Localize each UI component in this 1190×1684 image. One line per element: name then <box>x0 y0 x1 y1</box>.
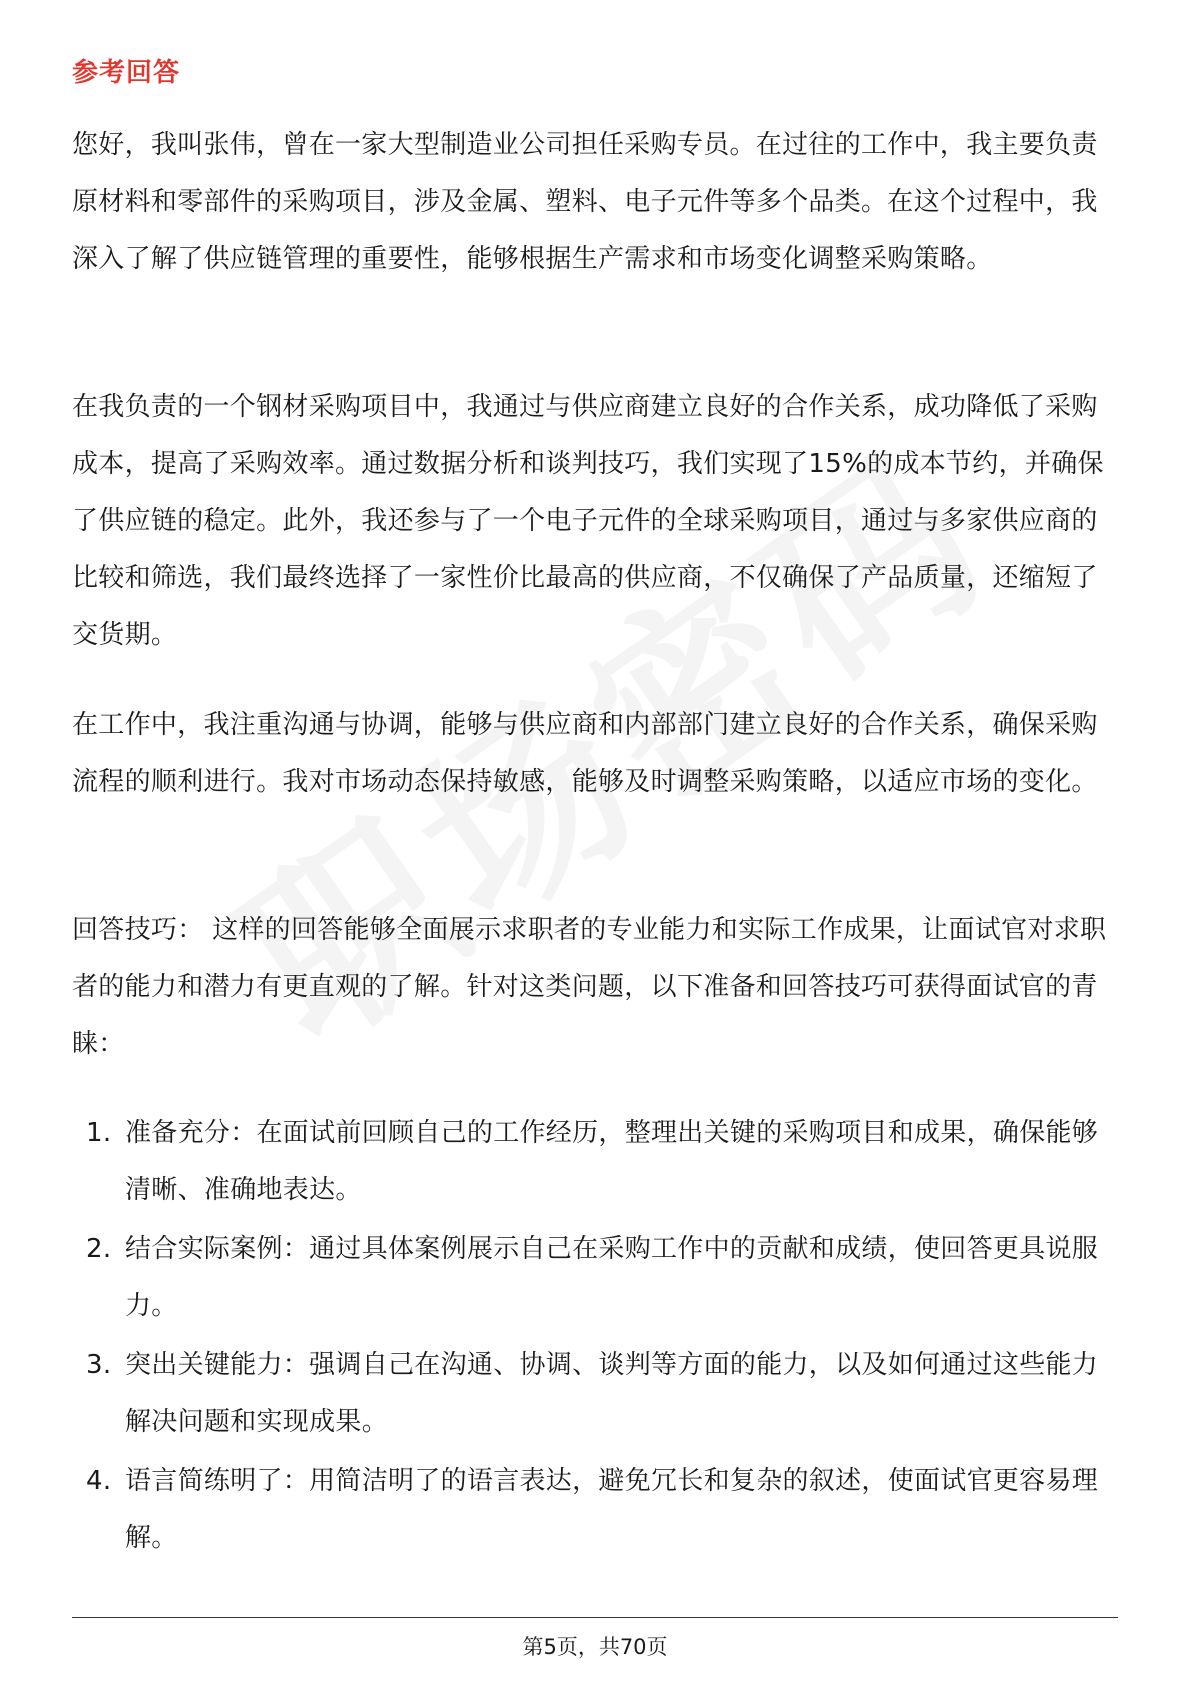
answer-paragraph-3: 在工作中，我注重沟通与协调，能够与供应商和内部部门建立良好的合作关系，确保采购流程的顺利进行。我对市场动态保持敏感，能够及时调整采购策略，以适应市场的变化。 <box>72 710 1098 797</box>
list-item-number: 4. <box>86 1466 112 1496</box>
list-item-text: 准备充分：在面试前回顾自己的工作经历，整理出关键的采购项目和成果，确保能够清晰、准确地表达。 <box>125 1118 1099 1205</box>
answer-paragraph-2: 在我负责的一个钢材采购项目中，我通过与供应商建立良好的合作关系，成功降低了采购成本，提高了采购效率。通过数据分析和谈判技巧，我们实现了15%的成本节约，并确保了供应链的稳定。此外，我还参与了一个电子元件的全球采购项目，通过与多家供应商的比较和筛选，我们最终选择了一家性价比最高的供应商，不仅确保了产品质量，还缩短了交货期。 <box>72 392 1104 650</box>
section-heading: 参考回答 <box>72 58 181 88</box>
document-page <box>72 0 1118 1684</box>
footer-divider <box>72 1617 1118 1618</box>
list-item <box>72 1337 1118 1451</box>
list-item <box>72 1453 1118 1567</box>
page-number: 第5页，共70页 <box>522 1635 668 1659</box>
list-item <box>72 1105 1118 1219</box>
list-item-number: 3. <box>86 1350 112 1380</box>
list-item-number: 2. <box>86 1234 112 1264</box>
tips-list <box>72 1105 1118 1569</box>
list-item <box>72 1221 1118 1335</box>
list-item-text: 语言简练明了：用简洁明了的语言表达，避免冗长和复杂的叙述，使面试官更容易理解。 <box>125 1466 1099 1553</box>
list-item-text: 突出关键能力：强调自己在沟通、协调、谈判等方面的能力，以及如何通过这些能力解决问题和实现成果。 <box>125 1350 1099 1437</box>
list-item-text: 结合实际案例：通过具体案例展示自己在采购工作中的贡献和成绩，使回答更具说服力。 <box>125 1234 1099 1321</box>
list-item-number: 1. <box>86 1118 112 1148</box>
tips-intro-paragraph: 回答技巧： 这样的回答能够全面展示求职者的专业能力和实际工作成果，让面试官对求职者的能力和潜力有更直观的了解。针对这类问题，以下准备和回答技巧可获得面试官的青睐： <box>72 915 1107 1059</box>
answer-paragraph-1: 您好，我叫张伟，曾在一家大型制造业公司担任采购专员。在过往的工作中，我主要负责原材料和零部件的采购项目，涉及金属、塑料、电子元件等多个品类。在这个过程中，我深入了解了供应链管理的重要性，能够根据生产需求和市场变化调整采购策略。 <box>72 130 1098 274</box>
